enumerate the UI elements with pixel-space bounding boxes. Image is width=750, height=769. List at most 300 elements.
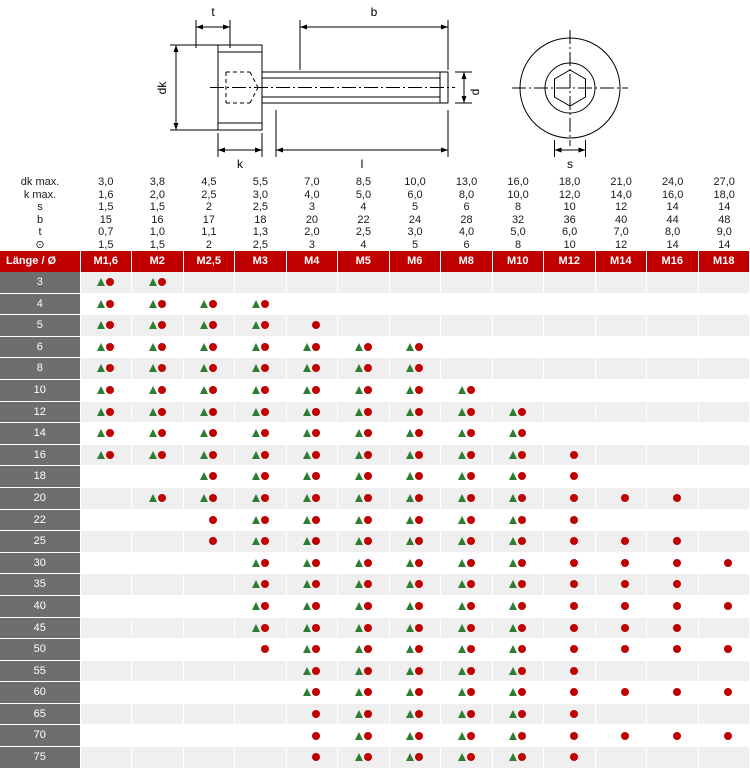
availability-cell[interactable] xyxy=(647,379,699,401)
availability-cell[interactable] xyxy=(132,379,184,401)
availability-cell[interactable] xyxy=(698,639,750,661)
availability-cell[interactable] xyxy=(698,574,750,596)
availability-cell[interactable] xyxy=(286,725,338,747)
availability-cell[interactable] xyxy=(544,466,596,488)
availability-cell[interactable] xyxy=(286,531,338,553)
availability-cell[interactable] xyxy=(492,639,544,661)
availability-cell[interactable] xyxy=(286,617,338,639)
availability-cell[interactable] xyxy=(132,617,184,639)
availability-cell[interactable] xyxy=(698,660,750,682)
availability-cell[interactable] xyxy=(647,747,699,769)
availability-cell[interactable] xyxy=(132,487,184,509)
availability-cell[interactable] xyxy=(492,401,544,423)
availability-cell[interactable] xyxy=(698,358,750,380)
availability-cell[interactable] xyxy=(544,552,596,574)
availability-cell[interactable] xyxy=(492,379,544,401)
availability-cell[interactable] xyxy=(338,293,390,315)
availability-cell[interactable] xyxy=(441,423,493,445)
availability-cell[interactable] xyxy=(441,682,493,704)
availability-cell[interactable] xyxy=(544,595,596,617)
availability-cell[interactable] xyxy=(647,552,699,574)
availability-cell[interactable] xyxy=(647,682,699,704)
availability-cell[interactable] xyxy=(647,336,699,358)
size-header-cell[interactable]: M2,5 xyxy=(183,251,235,272)
availability-cell[interactable] xyxy=(286,272,338,293)
availability-cell[interactable] xyxy=(441,639,493,661)
availability-cell[interactable] xyxy=(183,423,235,445)
availability-cell[interactable] xyxy=(698,552,750,574)
availability-cell[interactable] xyxy=(80,379,132,401)
availability-cell[interactable] xyxy=(647,487,699,509)
availability-cell[interactable] xyxy=(183,293,235,315)
availability-cell[interactable] xyxy=(647,358,699,380)
availability-cell[interactable] xyxy=(698,466,750,488)
availability-cell[interactable] xyxy=(698,509,750,531)
availability-cell[interactable] xyxy=(183,617,235,639)
availability-cell[interactable] xyxy=(544,401,596,423)
availability-cell[interactable] xyxy=(441,660,493,682)
availability-cell[interactable] xyxy=(389,401,441,423)
availability-cell[interactable] xyxy=(389,272,441,293)
availability-cell[interactable] xyxy=(286,293,338,315)
availability-cell[interactable] xyxy=(544,703,596,725)
availability-cell[interactable] xyxy=(595,574,647,596)
availability-cell[interactable] xyxy=(235,574,287,596)
size-header-cell[interactable]: M12 xyxy=(544,251,596,272)
availability-cell[interactable] xyxy=(492,747,544,769)
availability-cell[interactable] xyxy=(132,531,184,553)
availability-cell[interactable] xyxy=(441,703,493,725)
availability-cell[interactable] xyxy=(544,509,596,531)
size-header-cell[interactable]: M6 xyxy=(389,251,441,272)
availability-cell[interactable] xyxy=(80,272,132,293)
availability-cell[interactable] xyxy=(647,293,699,315)
availability-cell[interactable] xyxy=(441,379,493,401)
availability-cell[interactable] xyxy=(389,639,441,661)
availability-cell[interactable] xyxy=(80,682,132,704)
availability-cell[interactable] xyxy=(698,272,750,293)
availability-cell[interactable] xyxy=(647,703,699,725)
availability-cell[interactable] xyxy=(338,595,390,617)
availability-cell[interactable] xyxy=(492,358,544,380)
availability-cell[interactable] xyxy=(132,595,184,617)
availability-cell[interactable] xyxy=(492,487,544,509)
availability-cell[interactable] xyxy=(595,423,647,445)
availability-cell[interactable] xyxy=(389,293,441,315)
availability-cell[interactable] xyxy=(389,531,441,553)
availability-cell[interactable] xyxy=(132,509,184,531)
availability-cell[interactable] xyxy=(183,379,235,401)
availability-cell[interactable] xyxy=(80,703,132,725)
availability-cell[interactable] xyxy=(338,358,390,380)
availability-cell[interactable] xyxy=(80,531,132,553)
availability-cell[interactable] xyxy=(338,747,390,769)
availability-cell[interactable] xyxy=(80,466,132,488)
availability-cell[interactable] xyxy=(492,703,544,725)
availability-cell[interactable] xyxy=(595,552,647,574)
availability-cell[interactable] xyxy=(235,725,287,747)
availability-cell[interactable] xyxy=(544,272,596,293)
availability-cell[interactable] xyxy=(647,531,699,553)
availability-cell[interactable] xyxy=(647,660,699,682)
availability-cell[interactable] xyxy=(544,639,596,661)
availability-cell[interactable] xyxy=(132,703,184,725)
availability-cell[interactable] xyxy=(235,315,287,337)
availability-cell[interactable] xyxy=(235,595,287,617)
availability-cell[interactable] xyxy=(595,293,647,315)
availability-cell[interactable] xyxy=(235,379,287,401)
availability-cell[interactable] xyxy=(595,595,647,617)
availability-cell[interactable] xyxy=(235,466,287,488)
availability-cell[interactable] xyxy=(544,444,596,466)
availability-cell[interactable] xyxy=(441,487,493,509)
availability-cell[interactable] xyxy=(389,509,441,531)
availability-cell[interactable] xyxy=(80,639,132,661)
availability-cell[interactable] xyxy=(544,358,596,380)
availability-cell[interactable] xyxy=(286,574,338,596)
availability-cell[interactable] xyxy=(80,747,132,769)
availability-cell[interactable] xyxy=(492,466,544,488)
availability-cell[interactable] xyxy=(698,487,750,509)
availability-cell[interactable] xyxy=(544,574,596,596)
availability-cell[interactable] xyxy=(80,315,132,337)
availability-cell[interactable] xyxy=(441,336,493,358)
availability-cell[interactable] xyxy=(647,423,699,445)
availability-cell[interactable] xyxy=(441,466,493,488)
availability-cell[interactable] xyxy=(389,552,441,574)
availability-cell[interactable] xyxy=(80,617,132,639)
availability-cell[interactable] xyxy=(492,531,544,553)
availability-cell[interactable] xyxy=(235,552,287,574)
availability-cell[interactable] xyxy=(183,444,235,466)
availability-cell[interactable] xyxy=(80,401,132,423)
size-header-cell[interactable]: M8 xyxy=(441,251,493,272)
availability-cell[interactable] xyxy=(389,574,441,596)
availability-cell[interactable] xyxy=(235,487,287,509)
availability-cell[interactable] xyxy=(595,660,647,682)
availability-cell[interactable] xyxy=(235,617,287,639)
availability-cell[interactable] xyxy=(544,315,596,337)
availability-cell[interactable] xyxy=(132,574,184,596)
availability-cell[interactable] xyxy=(698,725,750,747)
availability-cell[interactable] xyxy=(338,531,390,553)
availability-cell[interactable] xyxy=(595,531,647,553)
availability-cell[interactable] xyxy=(132,682,184,704)
availability-cell[interactable] xyxy=(647,315,699,337)
availability-cell[interactable] xyxy=(441,272,493,293)
availability-cell[interactable] xyxy=(338,509,390,531)
availability-cell[interactable] xyxy=(492,509,544,531)
availability-cell[interactable] xyxy=(235,444,287,466)
availability-cell[interactable] xyxy=(132,639,184,661)
availability-cell[interactable] xyxy=(595,509,647,531)
availability-cell[interactable] xyxy=(80,293,132,315)
size-header-cell[interactable]: M16 xyxy=(647,251,699,272)
availability-cell[interactable] xyxy=(698,682,750,704)
availability-cell[interactable] xyxy=(698,423,750,445)
availability-cell[interactable] xyxy=(647,444,699,466)
availability-cell[interactable] xyxy=(441,617,493,639)
availability-cell[interactable] xyxy=(183,725,235,747)
availability-cell[interactable] xyxy=(544,423,596,445)
availability-cell[interactable] xyxy=(595,379,647,401)
availability-cell[interactable] xyxy=(441,509,493,531)
availability-cell[interactable] xyxy=(595,336,647,358)
availability-cell[interactable] xyxy=(544,487,596,509)
availability-cell[interactable] xyxy=(183,509,235,531)
availability-cell[interactable] xyxy=(389,336,441,358)
availability-cell[interactable] xyxy=(544,379,596,401)
availability-cell[interactable] xyxy=(544,660,596,682)
availability-cell[interactable] xyxy=(183,487,235,509)
size-header-cell[interactable]: M5 xyxy=(338,251,390,272)
availability-cell[interactable] xyxy=(338,379,390,401)
availability-cell[interactable] xyxy=(492,444,544,466)
availability-cell[interactable] xyxy=(544,682,596,704)
availability-cell[interactable] xyxy=(492,617,544,639)
availability-cell[interactable] xyxy=(183,703,235,725)
availability-cell[interactable] xyxy=(698,617,750,639)
availability-cell[interactable] xyxy=(183,552,235,574)
availability-cell[interactable] xyxy=(80,423,132,445)
availability-cell[interactable] xyxy=(132,552,184,574)
availability-cell[interactable] xyxy=(80,358,132,380)
availability-cell[interactable] xyxy=(132,466,184,488)
availability-cell[interactable] xyxy=(286,466,338,488)
availability-cell[interactable] xyxy=(595,466,647,488)
availability-cell[interactable] xyxy=(183,272,235,293)
availability-cell[interactable] xyxy=(492,293,544,315)
availability-cell[interactable] xyxy=(338,444,390,466)
availability-cell[interactable] xyxy=(492,315,544,337)
availability-cell[interactable] xyxy=(80,336,132,358)
availability-cell[interactable] xyxy=(595,747,647,769)
availability-cell[interactable] xyxy=(132,293,184,315)
availability-cell[interactable] xyxy=(338,272,390,293)
availability-cell[interactable] xyxy=(235,639,287,661)
availability-cell[interactable] xyxy=(544,747,596,769)
availability-cell[interactable] xyxy=(183,315,235,337)
availability-cell[interactable] xyxy=(595,315,647,337)
availability-cell[interactable] xyxy=(698,703,750,725)
availability-cell[interactable] xyxy=(235,293,287,315)
size-header-cell[interactable]: M2 xyxy=(132,251,184,272)
size-header-cell[interactable]: M10 xyxy=(492,251,544,272)
availability-cell[interactable] xyxy=(595,487,647,509)
availability-cell[interactable] xyxy=(183,574,235,596)
availability-cell[interactable] xyxy=(647,466,699,488)
availability-cell[interactable] xyxy=(286,487,338,509)
availability-cell[interactable] xyxy=(698,315,750,337)
availability-cell[interactable] xyxy=(80,574,132,596)
availability-cell[interactable] xyxy=(441,444,493,466)
availability-cell[interactable] xyxy=(595,272,647,293)
availability-cell[interactable] xyxy=(80,444,132,466)
availability-cell[interactable] xyxy=(80,660,132,682)
availability-cell[interactable] xyxy=(492,552,544,574)
availability-cell[interactable] xyxy=(595,639,647,661)
availability-cell[interactable] xyxy=(132,423,184,445)
availability-cell[interactable] xyxy=(492,595,544,617)
availability-cell[interactable] xyxy=(286,660,338,682)
availability-cell[interactable] xyxy=(595,444,647,466)
availability-cell[interactable] xyxy=(80,552,132,574)
availability-cell[interactable] xyxy=(80,509,132,531)
availability-cell[interactable] xyxy=(492,272,544,293)
availability-cell[interactable] xyxy=(441,725,493,747)
availability-cell[interactable] xyxy=(132,315,184,337)
availability-cell[interactable] xyxy=(647,272,699,293)
availability-cell[interactable] xyxy=(338,682,390,704)
availability-cell[interactable] xyxy=(183,401,235,423)
availability-cell[interactable] xyxy=(80,595,132,617)
size-header-cell[interactable]: M3 xyxy=(235,251,287,272)
availability-cell[interactable] xyxy=(698,595,750,617)
availability-cell[interactable] xyxy=(80,487,132,509)
availability-cell[interactable] xyxy=(544,293,596,315)
availability-cell[interactable] xyxy=(338,574,390,596)
availability-cell[interactable] xyxy=(183,747,235,769)
availability-cell[interactable] xyxy=(647,639,699,661)
availability-cell[interactable] xyxy=(389,682,441,704)
availability-cell[interactable] xyxy=(183,466,235,488)
availability-cell[interactable] xyxy=(338,660,390,682)
availability-cell[interactable] xyxy=(286,444,338,466)
availability-cell[interactable] xyxy=(389,660,441,682)
availability-cell[interactable] xyxy=(286,315,338,337)
availability-cell[interactable] xyxy=(698,531,750,553)
availability-cell[interactable] xyxy=(183,336,235,358)
availability-cell[interactable] xyxy=(492,574,544,596)
availability-cell[interactable] xyxy=(389,444,441,466)
availability-cell[interactable] xyxy=(698,293,750,315)
availability-cell[interactable] xyxy=(595,401,647,423)
availability-cell[interactable] xyxy=(183,358,235,380)
availability-cell[interactable] xyxy=(132,747,184,769)
availability-cell[interactable] xyxy=(132,444,184,466)
availability-cell[interactable] xyxy=(286,595,338,617)
availability-cell[interactable] xyxy=(235,747,287,769)
availability-cell[interactable] xyxy=(389,595,441,617)
availability-cell[interactable] xyxy=(286,358,338,380)
availability-cell[interactable] xyxy=(338,487,390,509)
availability-cell[interactable] xyxy=(441,358,493,380)
availability-cell[interactable] xyxy=(338,617,390,639)
availability-cell[interactable] xyxy=(286,703,338,725)
availability-cell[interactable] xyxy=(235,660,287,682)
availability-cell[interactable] xyxy=(647,617,699,639)
availability-cell[interactable] xyxy=(132,401,184,423)
size-header-cell[interactable]: M18 xyxy=(698,251,750,272)
availability-cell[interactable] xyxy=(647,595,699,617)
availability-cell[interactable] xyxy=(441,595,493,617)
availability-cell[interactable] xyxy=(441,747,493,769)
availability-cell[interactable] xyxy=(492,682,544,704)
availability-cell[interactable] xyxy=(338,552,390,574)
availability-cell[interactable] xyxy=(441,293,493,315)
availability-cell[interactable] xyxy=(544,336,596,358)
availability-cell[interactable] xyxy=(132,272,184,293)
availability-cell[interactable] xyxy=(389,423,441,445)
availability-cell[interactable] xyxy=(441,552,493,574)
availability-cell[interactable] xyxy=(698,379,750,401)
availability-cell[interactable] xyxy=(389,725,441,747)
availability-cell[interactable] xyxy=(132,660,184,682)
availability-cell[interactable] xyxy=(286,336,338,358)
availability-cell[interactable] xyxy=(235,401,287,423)
availability-cell[interactable] xyxy=(286,423,338,445)
availability-cell[interactable] xyxy=(286,401,338,423)
availability-cell[interactable] xyxy=(544,531,596,553)
availability-cell[interactable] xyxy=(492,660,544,682)
availability-cell[interactable] xyxy=(595,617,647,639)
availability-cell[interactable] xyxy=(647,574,699,596)
availability-cell[interactable] xyxy=(286,509,338,531)
availability-cell[interactable] xyxy=(595,725,647,747)
availability-cell[interactable] xyxy=(595,358,647,380)
availability-cell[interactable] xyxy=(183,531,235,553)
availability-cell[interactable] xyxy=(441,401,493,423)
availability-cell[interactable] xyxy=(698,747,750,769)
availability-cell[interactable] xyxy=(389,466,441,488)
availability-cell[interactable] xyxy=(132,358,184,380)
availability-cell[interactable] xyxy=(389,747,441,769)
availability-cell[interactable] xyxy=(338,315,390,337)
availability-cell[interactable] xyxy=(698,336,750,358)
availability-cell[interactable] xyxy=(132,336,184,358)
availability-cell[interactable] xyxy=(492,423,544,445)
availability-cell[interactable] xyxy=(544,725,596,747)
availability-cell[interactable] xyxy=(132,725,184,747)
availability-cell[interactable] xyxy=(647,509,699,531)
availability-cell[interactable] xyxy=(183,682,235,704)
availability-cell[interactable] xyxy=(389,617,441,639)
availability-cell[interactable] xyxy=(595,682,647,704)
availability-cell[interactable] xyxy=(183,660,235,682)
size-header-cell[interactable]: M4 xyxy=(286,251,338,272)
availability-cell[interactable] xyxy=(389,315,441,337)
availability-cell[interactable] xyxy=(338,466,390,488)
availability-cell[interactable] xyxy=(183,595,235,617)
size-header-cell[interactable]: M14 xyxy=(595,251,647,272)
availability-cell[interactable] xyxy=(286,379,338,401)
availability-cell[interactable] xyxy=(441,531,493,553)
availability-cell[interactable] xyxy=(286,552,338,574)
availability-cell[interactable] xyxy=(235,682,287,704)
availability-cell[interactable] xyxy=(544,617,596,639)
availability-cell[interactable] xyxy=(80,725,132,747)
availability-cell[interactable] xyxy=(441,574,493,596)
availability-cell[interactable] xyxy=(338,423,390,445)
availability-cell[interactable] xyxy=(338,639,390,661)
availability-cell[interactable] xyxy=(235,423,287,445)
availability-cell[interactable] xyxy=(338,336,390,358)
availability-cell[interactable] xyxy=(698,444,750,466)
availability-cell[interactable] xyxy=(235,272,287,293)
availability-cell[interactable] xyxy=(235,336,287,358)
availability-cell[interactable] xyxy=(286,747,338,769)
availability-cell[interactable] xyxy=(338,703,390,725)
availability-cell[interactable] xyxy=(235,358,287,380)
availability-cell[interactable] xyxy=(492,336,544,358)
availability-cell[interactable] xyxy=(338,401,390,423)
availability-cell[interactable] xyxy=(389,379,441,401)
availability-cell[interactable] xyxy=(647,401,699,423)
availability-cell[interactable] xyxy=(235,703,287,725)
availability-cell[interactable] xyxy=(389,358,441,380)
availability-cell[interactable] xyxy=(647,725,699,747)
availability-cell[interactable] xyxy=(286,682,338,704)
